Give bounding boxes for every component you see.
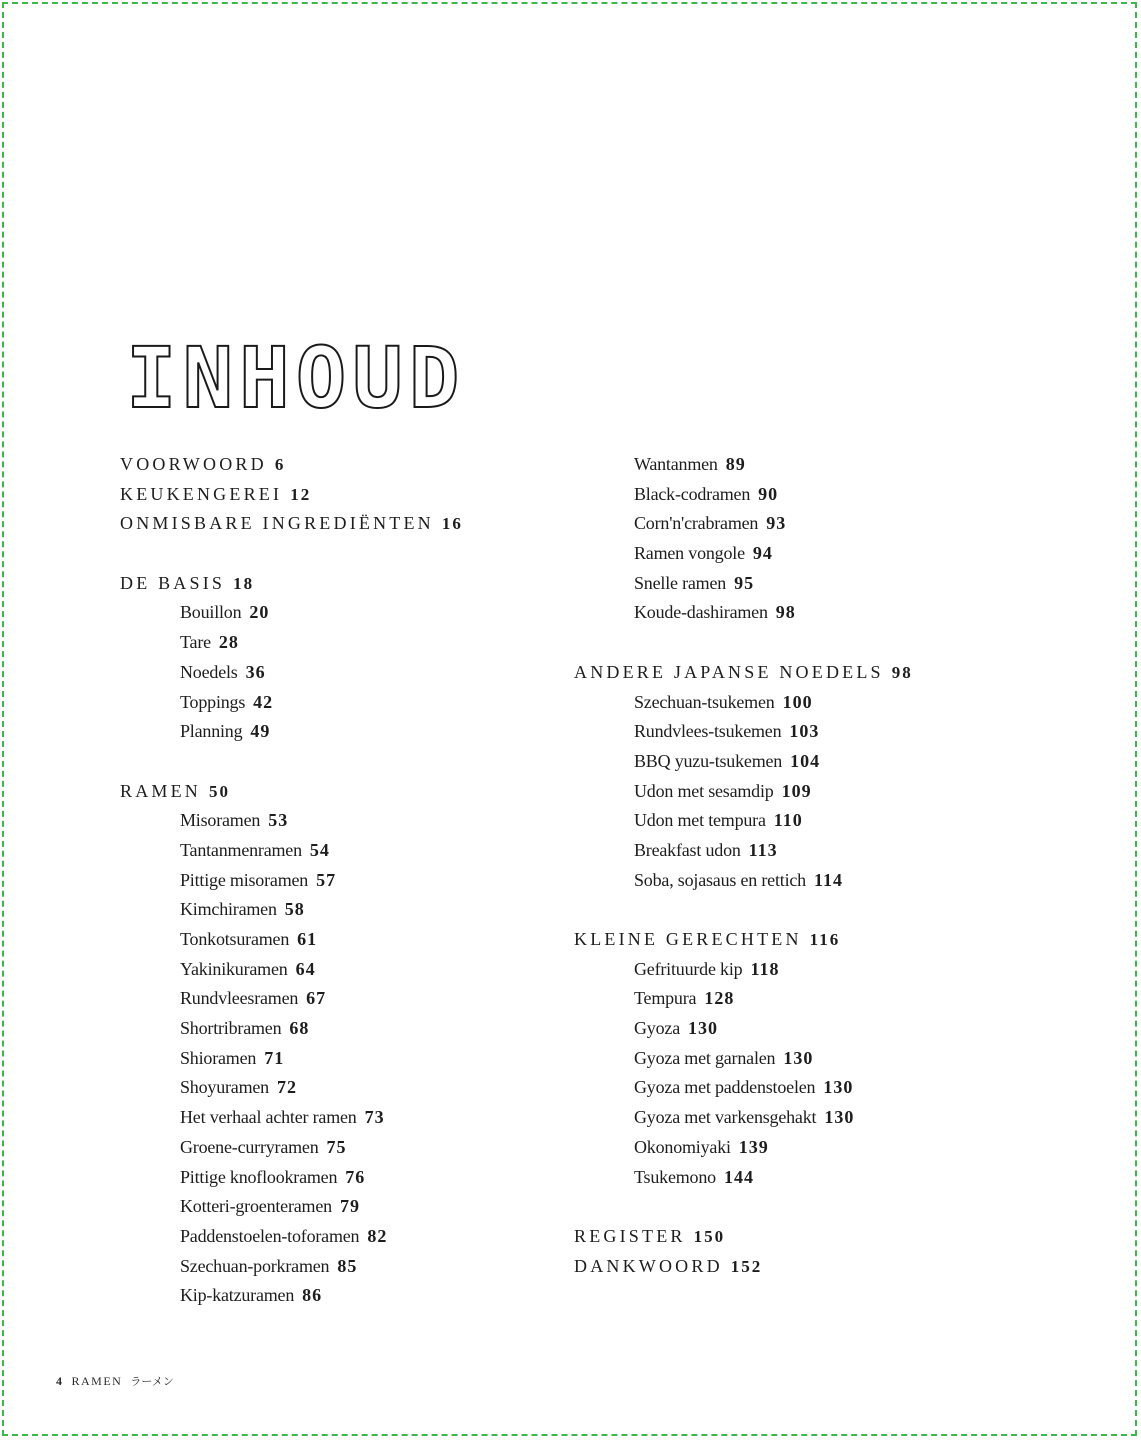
toc-entry-page: 72 <box>277 1077 297 1098</box>
toc-entry <box>574 1077 1094 1107</box>
toc-entry-label: Planning <box>180 721 243 742</box>
toc-entry <box>120 1137 540 1167</box>
toc-entry-label: Shioramen <box>180 1047 257 1068</box>
toc-entry-label: REGISTER <box>574 1225 686 1246</box>
toc-entry-page: 150 <box>693 1226 726 1246</box>
toc-entry <box>120 1077 540 1107</box>
toc-entry-label: Gyoza met paddenstoelen <box>634 1077 816 1098</box>
toc-entry-page: 73 <box>364 1107 385 1128</box>
toc-section <box>120 484 540 514</box>
toc-entry-page: 82 <box>367 1225 388 1246</box>
toc-entry-label: Udon met sesamdip <box>634 780 774 801</box>
toc-entry <box>574 573 1094 603</box>
toc-section <box>574 1226 1094 1256</box>
toc-entry-label: Rundvleesramen <box>180 988 299 1009</box>
toc-entry-page: 130 <box>823 1077 854 1098</box>
toc-entry-page: 113 <box>748 839 778 860</box>
toc-entry-label: Breakfast udon <box>634 839 741 860</box>
toc-entry <box>574 781 1094 811</box>
toc-entry <box>574 751 1094 781</box>
toc-spacer <box>574 1196 1094 1226</box>
toc-entry <box>574 513 1094 543</box>
toc-entry-page: 130 <box>783 1047 814 1068</box>
toc-entry-label: Pittige knoflookramen <box>180 1166 338 1187</box>
toc-entry-page: 86 <box>302 1285 323 1306</box>
toc-entry-label: Misoramen <box>180 810 261 831</box>
toc-entry-page: 49 <box>250 721 271 742</box>
toc-entry-label: Corn'n'crabramen <box>634 513 759 534</box>
toc-entry-label: DE BASIS <box>120 572 226 593</box>
toc-section <box>574 662 1094 692</box>
toc-entry-page: 118 <box>750 958 780 979</box>
toc-entry <box>574 1167 1094 1197</box>
toc-entry-page: 57 <box>316 869 337 890</box>
toc-entry <box>574 1137 1094 1167</box>
toc-entry-page: 64 <box>295 958 316 979</box>
page-title: INHOUD <box>126 329 466 427</box>
toc-entry <box>120 1196 540 1226</box>
toc-entry-page: 89 <box>725 454 746 474</box>
toc-entry-page: 90 <box>758 483 779 504</box>
toc-entry-label: Paddenstoelen-toforamen <box>180 1225 360 1246</box>
toc-entry-page: 28 <box>218 632 239 653</box>
toc-entry-label: Kip-katzuramen <box>180 1285 295 1306</box>
toc-entry <box>120 1167 540 1197</box>
toc-entry-label: Koude-dashiramen <box>634 602 768 623</box>
toc-entry <box>574 721 1094 751</box>
toc-section <box>574 1256 1094 1286</box>
toc-entry <box>120 1226 540 1256</box>
toc-entry-page: 50 <box>209 781 231 801</box>
toc-entry-label: Tsukemono <box>634 1166 716 1187</box>
toc-entry-page: 12 <box>290 484 312 504</box>
toc-entry-label: Kotteri-groenteramen <box>180 1196 332 1217</box>
toc-entry-label: Tare <box>180 632 211 653</box>
toc-entry-page: 152 <box>730 1256 763 1276</box>
toc-entry <box>574 1018 1094 1048</box>
toc-entry <box>120 602 540 632</box>
toc-entry-page: 16 <box>441 514 463 534</box>
toc-entry <box>120 1018 540 1048</box>
toc-entry-page: 20 <box>249 602 270 623</box>
toc-entry <box>574 484 1094 514</box>
toc-entry-label: DANKWOORD <box>574 1255 723 1276</box>
toc-entry <box>120 1256 540 1286</box>
page-footer <box>56 1373 174 1389</box>
toc-entry-label: Bouillon <box>180 602 242 623</box>
toc-entry-label: Gefrituurde kip <box>634 958 743 979</box>
toc-entry-page: 75 <box>326 1136 347 1157</box>
toc-entry-page: 71 <box>264 1047 285 1068</box>
toc-entry-page: 93 <box>766 513 787 534</box>
toc-spacer <box>120 751 540 781</box>
toc-entry-label: Gyoza met garnalen <box>634 1047 776 1068</box>
toc-section <box>120 513 540 543</box>
toc-entry-page: 130 <box>687 1018 718 1039</box>
toc-entry-page: 61 <box>297 929 318 949</box>
toc-entry-page: 116 <box>809 930 841 949</box>
toc-entry-label: Black-codramen <box>634 483 751 504</box>
footer-page-number: 4 <box>56 1374 64 1388</box>
toc-entry-label: Szechuan-tsukemen <box>634 691 775 712</box>
toc-entry-label: Soba, sojasaus en rettich <box>634 869 806 890</box>
toc-spacer <box>574 899 1094 929</box>
toc-entry-page: 79 <box>339 1196 360 1217</box>
toc-entry-page: 103 <box>789 721 820 742</box>
toc-section <box>120 454 540 484</box>
toc-column-left <box>120 454 540 1315</box>
toc-entry-label: VOORWOORD <box>120 454 267 474</box>
toc-entry <box>120 692 540 722</box>
toc-entry-page: 18 <box>233 573 255 593</box>
toc-entry-label: Wantanmen <box>634 454 718 474</box>
toc-entry-label: Pittige misoramen <box>180 869 309 890</box>
toc-entry-page: 76 <box>345 1166 366 1187</box>
footer-book-title: RAMEN <box>71 1374 123 1388</box>
toc-entry <box>120 632 540 662</box>
footer-japanese-title: ラーメン <box>130 1375 174 1388</box>
toc-entry-label: Tantanmenramen <box>180 839 302 860</box>
toc-entry-page: 98 <box>891 662 913 682</box>
toc-entry <box>574 1048 1094 1078</box>
toc-spacer <box>574 632 1094 662</box>
toc-entry-page: 36 <box>245 661 266 682</box>
toc-entry <box>120 810 540 840</box>
toc-entry-page: 6 <box>274 455 286 474</box>
toc-entry-page: 53 <box>268 810 289 831</box>
toc-entry-label: Tonkotsuramen <box>180 929 290 949</box>
toc-entry <box>574 1107 1094 1137</box>
toc-entry <box>120 899 540 929</box>
toc-entry-page: 100 <box>782 691 813 712</box>
toc-entry-page: 85 <box>337 1255 358 1276</box>
toc-entry <box>120 840 540 870</box>
toc-entry-page: 114 <box>813 869 843 890</box>
toc-entry-label: Ramen vongole <box>634 543 745 564</box>
toc-entry-label: Toppings <box>180 691 246 712</box>
toc-entry <box>120 1048 540 1078</box>
toc-entry-label: Shortribramen <box>180 1018 282 1039</box>
toc-entry-label: Okonomiyaki <box>634 1136 731 1157</box>
toc-entry-label: KEUKENGEREI <box>120 483 283 504</box>
toc-entry <box>574 454 1094 484</box>
toc-entry-label: Noedels <box>180 661 238 682</box>
toc-entry-page: 42 <box>253 691 274 712</box>
toc-entry-label: Szechuan-porkramen <box>180 1255 330 1276</box>
toc-entry-page: 95 <box>734 572 755 593</box>
toc-entry <box>574 959 1094 989</box>
toc-entry <box>574 810 1094 840</box>
toc-entry <box>574 988 1094 1018</box>
toc-entry-label: Udon met tempura <box>634 810 766 831</box>
toc-entry-label: RAMEN <box>120 780 202 801</box>
toc-section <box>120 781 540 811</box>
toc-column-right <box>574 454 1094 1285</box>
toc-entry-label: Rundvlees-tsukemen <box>634 721 782 742</box>
toc-entry-page: 98 <box>775 602 796 623</box>
toc-entry-label: ANDERE JAPANSE NOEDELS <box>574 661 884 682</box>
toc-entry <box>574 840 1094 870</box>
toc-entry <box>120 662 540 692</box>
toc-entry <box>120 929 540 959</box>
toc-entry-page: 110 <box>773 810 803 831</box>
toc-entry-label: Kimchiramen <box>180 899 277 920</box>
toc-entry <box>120 870 540 900</box>
toc-entry-page: 144 <box>723 1166 754 1187</box>
title-block <box>126 329 466 427</box>
toc-section <box>574 929 1094 959</box>
toc-entry <box>574 870 1094 900</box>
toc-entry-page: 58 <box>284 899 305 920</box>
toc-entry <box>574 692 1094 722</box>
toc-entry <box>574 602 1094 632</box>
toc-entry-label: Shoyuramen <box>180 1077 269 1098</box>
toc-entry <box>120 1285 540 1315</box>
toc-entry-label: Groene-curryramen <box>180 1136 319 1157</box>
toc-spacer <box>120 543 540 573</box>
toc-entry-page: 54 <box>309 839 330 860</box>
toc-entry-label: Yakinikuramen <box>180 958 288 979</box>
toc-entry <box>574 543 1094 573</box>
toc-entry-page: 68 <box>289 1018 310 1039</box>
toc-entry-label: Gyoza <box>634 1018 680 1039</box>
toc-entry-label: Gyoza met varkensgehakt <box>634 1107 817 1128</box>
toc-entry <box>120 959 540 989</box>
toc-entry-label: Snelle ramen <box>634 572 727 593</box>
toc-entry-page: 109 <box>781 780 812 801</box>
toc-entry-page: 128 <box>704 988 735 1009</box>
toc-entry-label: KLEINE GERECHTEN <box>574 929 802 949</box>
toc-entry-label: BBQ yuzu-tsukemen <box>634 750 783 771</box>
toc-entry-label: Het verhaal achter ramen <box>180 1107 357 1128</box>
toc-entry-label: Tempura <box>634 988 697 1009</box>
toc-section <box>120 573 540 603</box>
toc-entry-page: 139 <box>738 1136 769 1157</box>
toc-entry-page: 104 <box>790 750 821 771</box>
toc-entry <box>120 988 540 1018</box>
toc-entry-page: 67 <box>306 988 327 1009</box>
toc-entry-page: 130 <box>824 1107 855 1128</box>
toc-entry <box>120 1107 540 1137</box>
toc-entry-page: 94 <box>752 543 773 564</box>
toc-entry-label: ONMISBARE INGREDIËNTEN <box>120 513 434 534</box>
toc-entry <box>120 721 540 751</box>
